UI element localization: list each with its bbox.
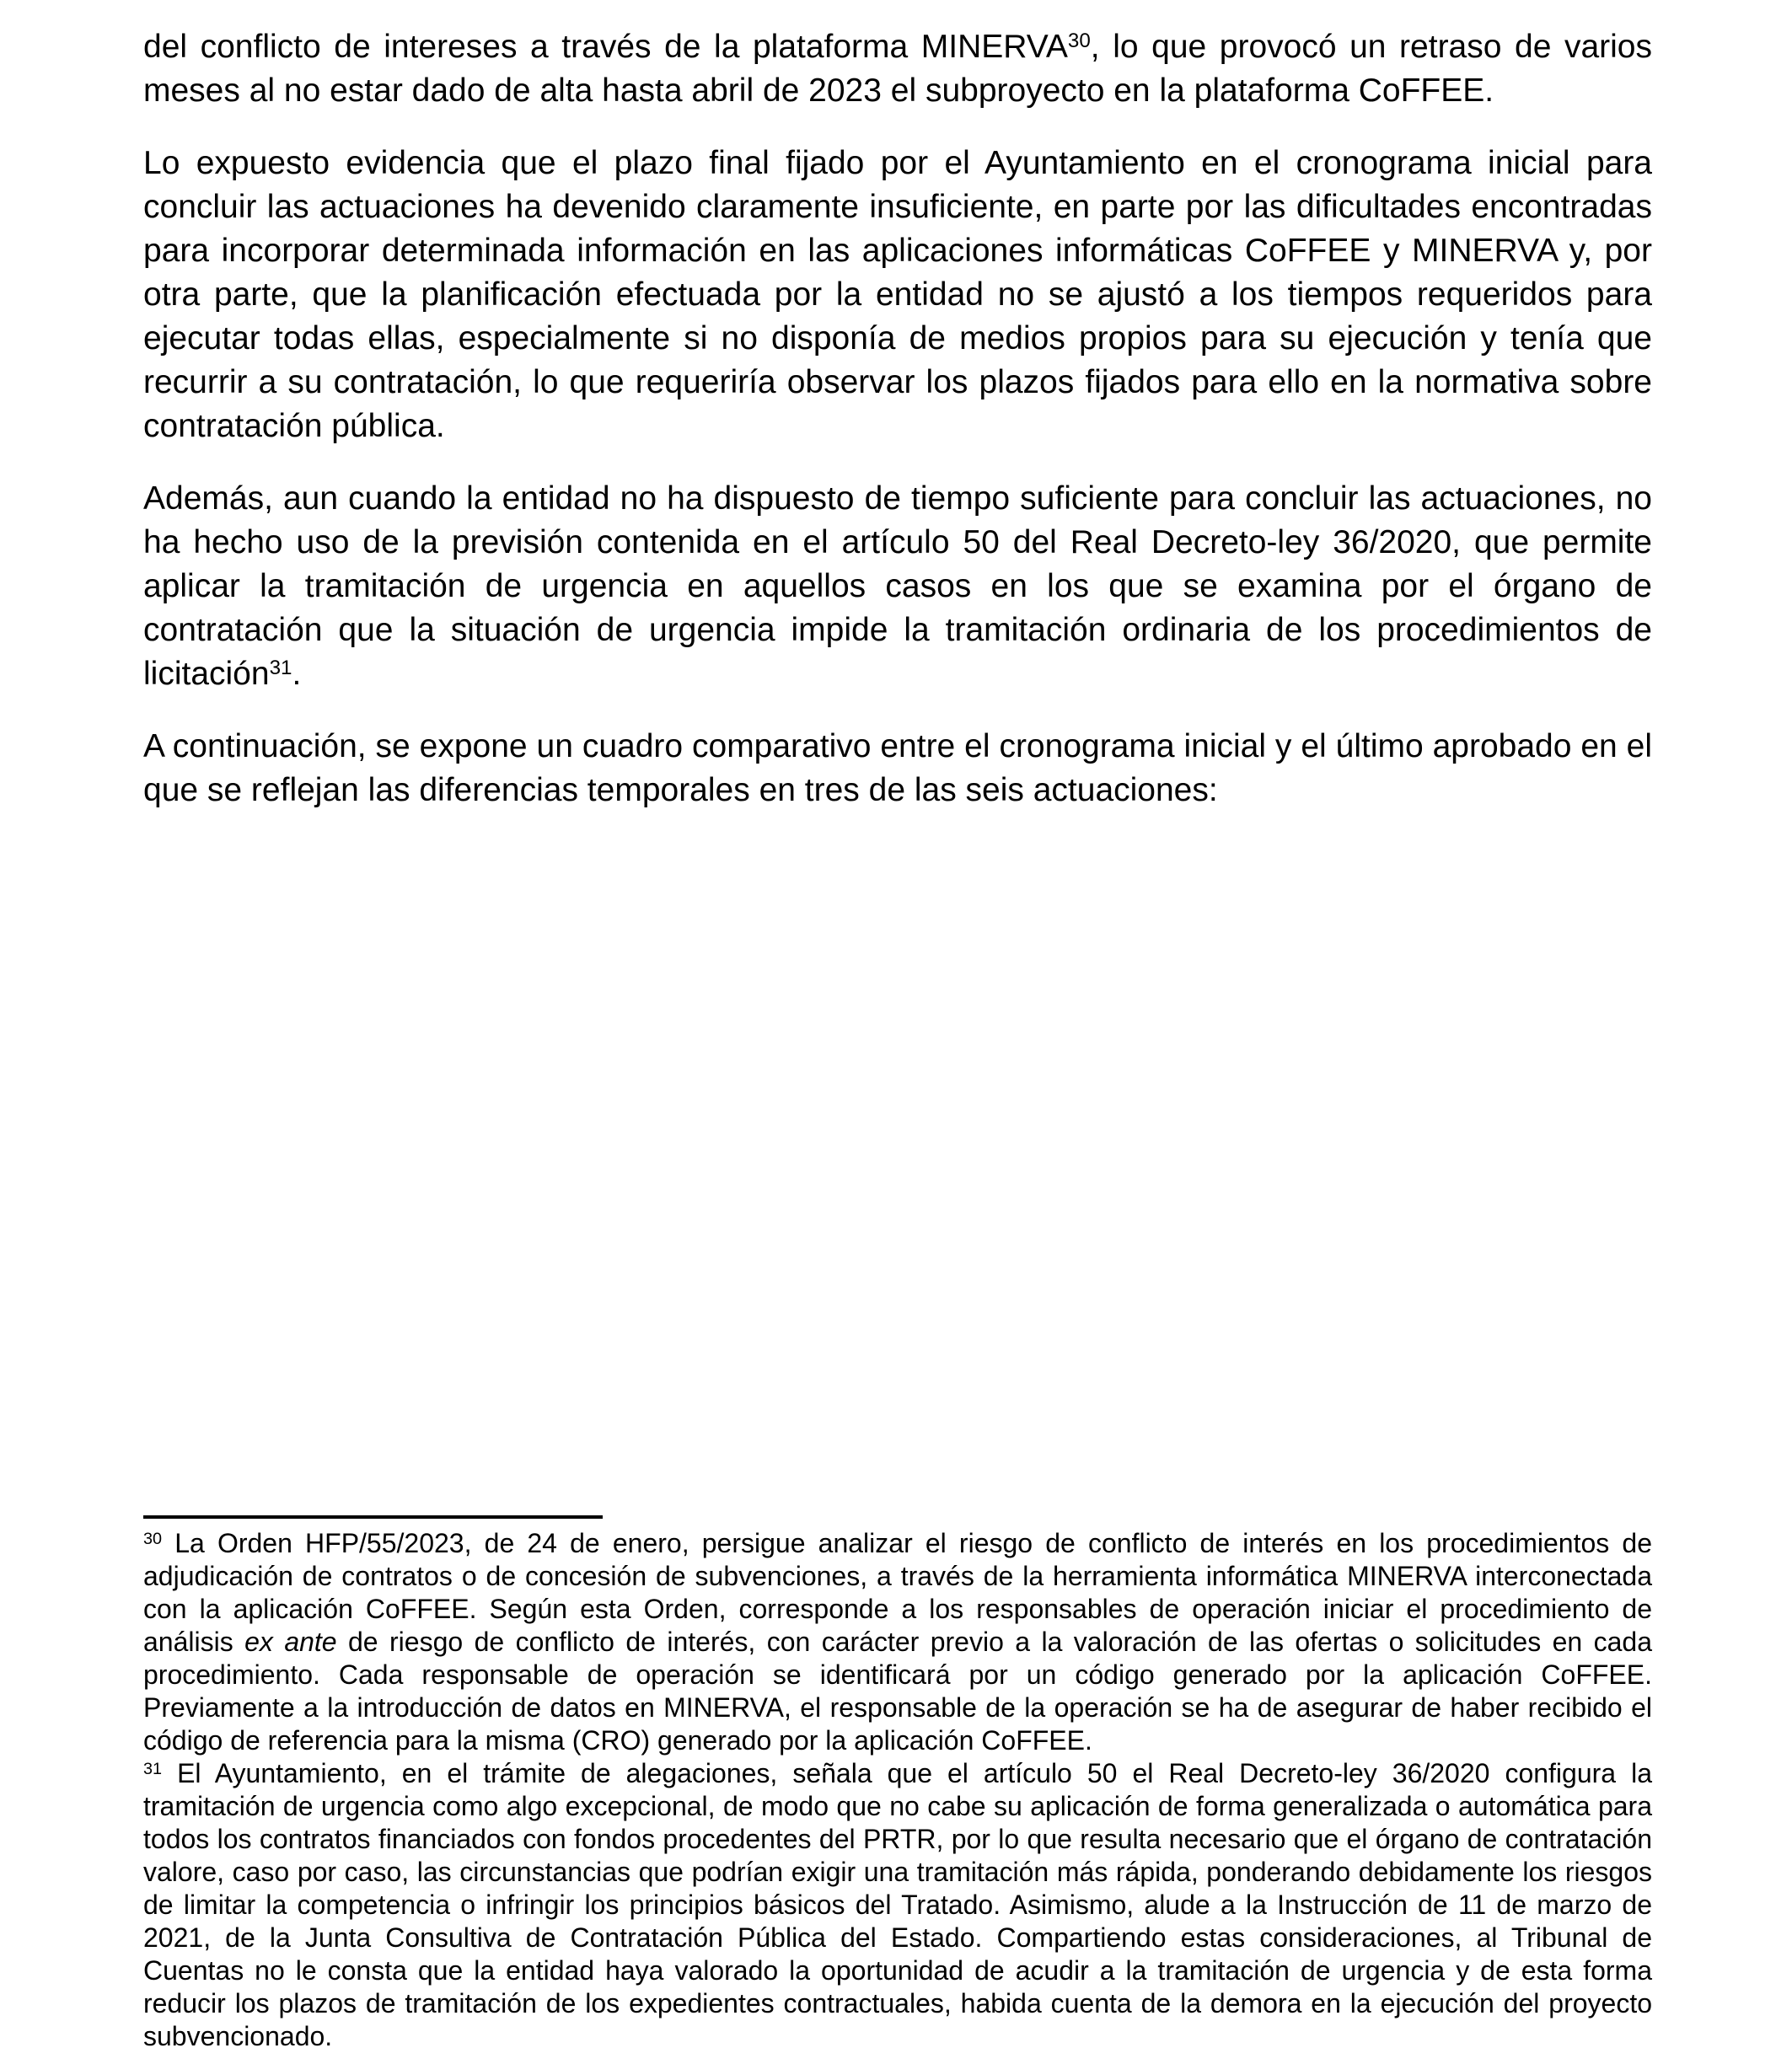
text-run: La Orden HFP/55/2023, de 24 de enero, persigue analizar el riesgo de conflicto de interés en los procedimientos de adjudicación de contratos o de concesión de subvenciones, a través de la herramienta informática MINERVA interconectada con la aplicación CoFFEE. Según esta Orden, corresponde a los responsables de operación iniciar el procedimiento de análisis: [143, 1528, 1652, 1657]
text-run: Además, aun cuando la entidad no ha dispuesto de tiempo suficiente para concluir las actuaciones, no ha hecho uso de la previsión contenida en el artículo 50 del Real Decreto-ley 36/2020, que permite aplicar la tramitación de urgencia en aquellos casos en los que se examina por el órgano de contratación que la situación de urgencia impide la tramitación ordinaria de los procedimientos de licitación: [143, 480, 1652, 692]
text-run: .: [292, 656, 302, 692]
text-run: El Ayuntamiento, en el trámite de alegaciones, señala que el artículo 50 el Real Decreto-ley 36/2020 configura la tramitación de urgencia como algo excepcional, de modo que no cabe su aplicación de forma generalizada o automática para todos los contratos financiados con fondos procedentes del PRTR, por lo que resulta necesario que el órgano de contratación valore, caso por caso, las circunstancias que podrían exigir una tramitación más rápida, ponderando debidamente los riesgos de limitar la competencia o infringir los principios básicos del Tratado. Asimismo, alude a la Instrucción de 11 de marzo de 2021, de la Junta Consultiva de Contratación Pública del Estado. Compartiendo estas consideraciones, al Tribunal de Cuentas no le consta que la entidad haya valorado la oportunidad de acudir a la tramitación de urgencia y de esta forma reducir los plazos de tramitación de los expedientes contractuales, habida cuenta de la demora en la ejecución del proyecto subvencionado.: [143, 1758, 1652, 2051]
body-paragraph-4: [143, 725, 1652, 812]
body-paragraph-3: [143, 477, 1652, 696]
footnotes-section: [143, 1527, 1652, 2053]
footnote-separator-rule: [143, 1515, 603, 1519]
text-run: de riesgo de conflicto de interés, con carácter previo a la valoración de las ofertas o solicitudes en cada procedimiento. Cada responsable de operación se identificará por un código generado por la aplicación CoFFEE. Previamente a la introducción de datos en MINERVA, el responsable de la operación se ha de asegurar de haber recibido el código de referencia para la misma (CRO) generado por la aplicación CoFFEE.: [143, 1627, 1653, 1756]
text-run: ex ante: [244, 1627, 337, 1657]
text-run: , lo que provocó un retraso de varios meses al no estar dado de alta hasta abril de 2023 el subproyecto en la plataforma CoFFEE.: [143, 29, 1652, 109]
footnote-marker: 31: [143, 1760, 163, 1779]
superscript-reference: 30: [1067, 29, 1091, 52]
text-run: del conflicto de intereses a través de la plataforma MINERVA: [143, 29, 1068, 65]
footnote-30: [143, 1527, 1652, 1757]
body-paragraph-2: [143, 142, 1652, 448]
superscript-reference: 31: [269, 656, 292, 679]
footnote-31: [143, 1757, 1652, 2053]
document-body: [143, 25, 1652, 812]
body-paragraph-1: [143, 25, 1652, 113]
footnote-marker: 30: [143, 1530, 163, 1549]
text-run: Lo expuesto evidencia que el plazo final fijado por el Ayuntamiento en el cronograma inicial para concluir las actuaciones ha devenido claramente insuficiente, en parte por las dificultades encontradas para incorporar determinada información en las aplicaciones informáticas CoFFEE y MINERVA y, por otra parte, que la planificación efectuada por la entidad no se ajustó a los tiempos requeridos para ejecutar todas ellas, especialmente si no disponía de medios propios para su ejecución y tenía que recurrir a su contratación, lo que requeriría observar los plazos fijados para ello en la normativa sobre contratación pública.: [143, 145, 1652, 444]
text-run: A continuación, se expone un cuadro comparativo entre el cronograma inicial y el último aprobado en el que se reflejan las diferencias temporales en tres de las seis actuaciones:: [143, 728, 1652, 808]
